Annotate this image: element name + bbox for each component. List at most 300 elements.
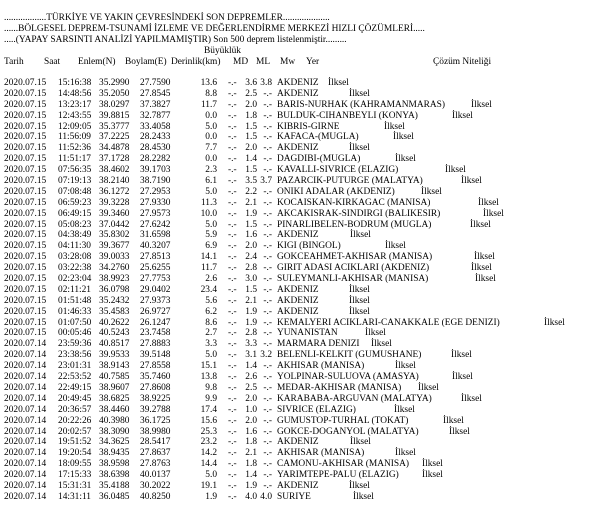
table-row xyxy=(0,372,608,383)
cell-ml: 2.0 xyxy=(245,241,257,252)
header-note-line: .....(YAPAY SARSINTI ANALİZİ YAPILMAMIŞTIR) Son 500 deprem listelenmiştir......... xyxy=(4,35,347,45)
cell-depth: 8.6 xyxy=(205,317,217,328)
cell-date: 2020.07.15 xyxy=(4,176,47,187)
table-row xyxy=(0,459,608,470)
cell-time: 02:23:04 xyxy=(58,274,92,285)
cell-date: 2020.07.15 xyxy=(4,208,47,219)
cell-lat: 35.3777 xyxy=(99,121,130,132)
cell-mw: -.- xyxy=(263,372,272,383)
cell-time: 12:43:55 xyxy=(58,110,92,121)
cell-depth: 5.6 xyxy=(205,295,217,306)
cell-place: KARABABA-ARGUVAN (MALATYA) xyxy=(277,393,432,404)
cell-depth: 19.1 xyxy=(200,480,217,491)
cell-time: 00:05:46 xyxy=(58,328,92,339)
cell-mw: -.- xyxy=(263,230,272,241)
cell-md: -.- xyxy=(228,241,237,252)
cell-date: 2020.07.15 xyxy=(4,219,47,230)
cell-ml: 1.6 xyxy=(245,426,257,437)
cell-lon: 27.6242 xyxy=(140,219,171,230)
cell-lon: 27.8883 xyxy=(140,339,171,350)
cell-lon: 27.9330 xyxy=(140,197,171,208)
cell-place: GUMUSTOP-TURHAL (TOKAT) xyxy=(277,415,409,426)
cell-time: 20:36:57 xyxy=(58,404,92,415)
cell-depth: 14.1 xyxy=(200,252,217,263)
cell-ml: 1.8 xyxy=(245,437,257,448)
cell-mw: -.- xyxy=(263,132,272,143)
cell-lat: 39.3460 xyxy=(99,208,130,219)
table-row xyxy=(0,176,608,187)
cell-ml: 1.4 xyxy=(245,361,257,372)
cell-date: 2020.07.14 xyxy=(4,415,47,426)
cell-date: 2020.07.14 xyxy=(4,480,47,491)
cell-date: 2020.07.15 xyxy=(4,165,47,176)
table-row xyxy=(0,328,608,339)
cell-lon: 28.2433 xyxy=(140,132,171,143)
cell-lon: 38.7190 xyxy=(140,176,171,187)
cell-md: -.- xyxy=(228,382,237,393)
cell-mw: -.- xyxy=(263,480,272,491)
cell-ml: 1.5 xyxy=(245,121,257,132)
cell-time: 03:28:08 xyxy=(58,252,92,263)
cell-lat: 40.8517 xyxy=(99,339,130,350)
cell-md: -.- xyxy=(228,132,237,143)
cell-mw: -.- xyxy=(263,470,272,481)
cell-lat: 38.6398 xyxy=(99,470,130,481)
cell-time: 19:20:54 xyxy=(58,448,92,459)
cell-depth: 9.8 xyxy=(205,382,217,393)
table-row xyxy=(0,470,608,481)
cell-sol: İlksel xyxy=(393,132,414,143)
cell-md: -.- xyxy=(228,88,237,99)
cell-lat: 34.3625 xyxy=(99,437,130,448)
cell-lon: 30.2022 xyxy=(140,480,171,491)
cell-depth: 13.6 xyxy=(200,78,217,88)
table-row xyxy=(0,274,608,285)
cell-sol: İlksel xyxy=(349,295,370,306)
cell-date: 2020.07.14 xyxy=(4,437,47,448)
cell-lat: 37.0442 xyxy=(99,219,130,230)
cell-depth: 10.0 xyxy=(200,208,217,219)
cell-depth: 17.4 xyxy=(200,404,217,415)
cell-time: 03:22:38 xyxy=(58,263,92,274)
cell-lat: 40.7585 xyxy=(99,372,130,383)
cell-mw: -.- xyxy=(263,404,272,415)
cell-mw: -.- xyxy=(263,317,272,328)
cell-ml: 3.6 xyxy=(245,78,257,88)
cell-mw: -.- xyxy=(263,186,272,197)
cell-depth: 6.9 xyxy=(205,241,217,252)
cell-mw: -.- xyxy=(263,241,272,252)
table-row xyxy=(0,448,608,459)
cell-time: 22:53:52 xyxy=(58,372,92,383)
cell-depth: 2.3 xyxy=(205,165,217,176)
cell-place: GIRIT ADASI ACIKLARI (AKDENIZ) xyxy=(277,263,430,274)
cell-lon: 28.2282 xyxy=(140,154,171,165)
table-row xyxy=(0,209,608,220)
cell-time: 06:59:23 xyxy=(58,197,92,208)
cell-sol: İlksel xyxy=(461,176,482,187)
cell-lat: 38.3090 xyxy=(99,426,130,437)
cell-depth: 14.2 xyxy=(200,448,217,459)
table-row xyxy=(0,307,608,318)
cell-date: 2020.07.15 xyxy=(4,230,47,241)
cell-sol: İlksel xyxy=(474,252,495,263)
cell-ml: 2.5 xyxy=(245,88,257,99)
cell-md: -.- xyxy=(228,78,237,88)
cell-sol: İlksel xyxy=(449,426,470,437)
cell-lon: 38.9980 xyxy=(140,426,171,437)
table-row xyxy=(0,383,608,394)
cell-time: 23:59:36 xyxy=(58,339,92,350)
cell-lon: 27.8637 xyxy=(140,448,171,459)
cell-mw: -.- xyxy=(263,208,272,219)
cell-date: 2020.07.14 xyxy=(4,382,47,393)
cell-ml: 2.0 xyxy=(245,415,257,426)
cell-depth: 5.0 xyxy=(205,121,217,132)
cell-depth: 0.0 xyxy=(205,154,217,165)
cell-place: MEDAR-AKHISAR (MANISA) xyxy=(277,382,402,393)
table-row xyxy=(0,394,608,405)
cell-ml: 1.5 xyxy=(245,132,257,143)
cell-lat: 38.9598 xyxy=(99,459,130,470)
cell-lat: 35.2990 xyxy=(99,78,130,88)
table-row xyxy=(0,78,608,89)
cell-date: 2020.07.15 xyxy=(4,328,47,339)
cell-mw: -.- xyxy=(263,426,272,437)
cell-depth: 7.7 xyxy=(205,143,217,154)
table-row xyxy=(0,89,608,100)
col-mw: Mw xyxy=(280,57,296,67)
cell-lat: 39.9533 xyxy=(99,350,130,361)
cell-time: 05:08:23 xyxy=(58,219,92,230)
table-row xyxy=(0,361,608,372)
cell-md: -.- xyxy=(228,480,237,491)
cell-lat: 36.0485 xyxy=(99,491,130,502)
cell-lon: 29.0402 xyxy=(140,284,171,295)
cell-sol: İlksel xyxy=(371,339,392,350)
cell-mw: -.- xyxy=(263,393,272,404)
header-agency-line: ......BÖLGESEL DEPREM-TSUNAMİ İZLEME VE DEĞERLENDİRME MERKEZİ HIZLI ÇÖZÜMLERİ..... xyxy=(4,24,425,34)
cell-lon: 31.6598 xyxy=(140,230,171,241)
cell-md: -.- xyxy=(228,295,237,306)
cell-date: 2020.07.15 xyxy=(4,121,47,132)
cell-sol: İlksel xyxy=(471,99,492,110)
cell-lon: 26.1247 xyxy=(140,317,171,328)
cell-md: -.- xyxy=(228,361,237,372)
cell-ml: 3.1 xyxy=(245,350,257,361)
table-row xyxy=(0,339,608,350)
cell-date: 2020.07.15 xyxy=(4,110,47,121)
cell-ml: 1.6 xyxy=(245,230,257,241)
cell-time: 11:51:17 xyxy=(58,154,91,165)
cell-place: PAZARCIK-PUTURGE (MALATYA) xyxy=(277,176,423,187)
table-row xyxy=(0,405,608,416)
cell-date: 2020.07.14 xyxy=(4,426,47,437)
cell-md: -.- xyxy=(228,426,237,437)
cell-sol: İlksel xyxy=(350,437,371,448)
cell-sol: İlksel xyxy=(452,372,473,383)
table-row xyxy=(0,230,608,241)
cell-place: GOKCE-DOGANYOL (MALATYA) xyxy=(277,426,419,437)
cell-time: 13:23:17 xyxy=(58,99,92,110)
cell-date: 2020.07.15 xyxy=(4,306,47,317)
cell-time: 15:31:31 xyxy=(58,480,92,491)
cell-place: SULEYMANLI-AKHISAR (MANISA) xyxy=(277,274,429,285)
cell-lon: 27.9373 xyxy=(140,295,171,306)
cell-lat: 38.6825 xyxy=(99,393,130,404)
cell-depth: 11.7 xyxy=(200,263,217,274)
cell-sol: İlksel xyxy=(395,361,416,372)
table-row xyxy=(0,187,608,198)
cell-lon: 27.8513 xyxy=(140,252,171,263)
cell-lon: 40.8250 xyxy=(140,491,171,502)
cell-md: -.- xyxy=(228,230,237,241)
cell-depth: 11.3 xyxy=(200,197,217,208)
cell-md: -.- xyxy=(228,415,237,426)
cell-md: -.- xyxy=(228,274,237,285)
cell-time: 18:09:55 xyxy=(58,459,92,470)
cell-md: -.- xyxy=(228,99,237,110)
cell-lon: 37.3827 xyxy=(140,99,171,110)
cell-md: -.- xyxy=(228,143,237,154)
cell-place: BELENLI-KELKIT (GUMUSHANE) xyxy=(277,350,422,361)
cell-time: 11:52:36 xyxy=(58,143,91,154)
cell-sol: İlksel xyxy=(353,491,374,502)
cell-time: 14:31:11 xyxy=(58,491,91,502)
cell-mw: -.- xyxy=(263,448,272,459)
cell-date: 2020.07.15 xyxy=(4,263,47,274)
cell-depth: 9.9 xyxy=(205,393,217,404)
cell-sol: İlksel xyxy=(443,415,464,426)
cell-lat: 38.9607 xyxy=(99,382,130,393)
cell-depth: 6.1 xyxy=(205,176,217,187)
cell-md: -.- xyxy=(228,491,237,502)
cell-time: 20:22:26 xyxy=(58,415,92,426)
cell-mw: -.- xyxy=(263,361,272,372)
col-ml: ML xyxy=(256,57,271,67)
cell-lon: 23.7458 xyxy=(140,328,171,339)
cell-ml: 3.5 xyxy=(245,176,257,187)
cell-sol: İlksel xyxy=(421,186,442,197)
cell-place: YARIMTEPE-PALU (ELAZIG) xyxy=(277,470,399,481)
cell-ml: 1.5 xyxy=(245,219,257,230)
cell-lon: 27.7590 xyxy=(140,78,171,88)
cell-place: GOKCEAHMET-AKHISAR (MANISA) xyxy=(277,252,433,263)
cell-mw: 3.7 xyxy=(260,176,272,187)
cell-sol: İlksel xyxy=(394,404,415,415)
cell-lat: 40.3980 xyxy=(99,415,130,426)
cell-sol: İlksel xyxy=(385,241,406,252)
cell-depth: 5.0 xyxy=(205,186,217,197)
cell-md: -.- xyxy=(228,219,237,230)
cell-place: AKHISAR (MANISA) xyxy=(277,448,365,459)
col-lon: Boylam(E) xyxy=(125,57,167,67)
cell-lat: 40.5243 xyxy=(99,328,130,339)
cell-sol: İlksel xyxy=(349,88,370,99)
cell-depth: 11.7 xyxy=(200,99,217,110)
cell-md: -.- xyxy=(228,437,237,448)
cell-lat: 38.9923 xyxy=(99,274,130,285)
cell-ml: 1.9 xyxy=(245,317,257,328)
cell-sol: İlksel xyxy=(395,154,416,165)
cell-lon: 40.0137 xyxy=(140,470,171,481)
cell-place: YOLPINAR-SULUOVA (AMASYA) xyxy=(277,372,419,383)
cell-depth: 15.1 xyxy=(200,361,217,372)
table-row xyxy=(0,350,608,361)
cell-lon: 27.8763 xyxy=(140,459,171,470)
cell-ml: 1.8 xyxy=(245,459,257,470)
cell-mw: 3.8 xyxy=(260,78,272,88)
cell-place: AKDENIZ xyxy=(277,78,319,88)
cell-sol: İlksel xyxy=(445,165,466,176)
cell-sol: İlksel xyxy=(384,121,405,132)
cell-depth: 5.9 xyxy=(205,230,217,241)
cell-mw: -.- xyxy=(263,339,272,350)
cell-sol: İlksel xyxy=(451,350,472,361)
cell-lon: 39.1703 xyxy=(140,165,171,176)
cell-date: 2020.07.15 xyxy=(4,132,47,143)
cell-md: -.- xyxy=(228,263,237,274)
cell-lon: 25.6255 xyxy=(140,263,171,274)
cell-md: -.- xyxy=(228,372,237,383)
col-depth: Derinlik(km) xyxy=(171,57,221,67)
cell-ml: 3.0 xyxy=(245,274,257,285)
cell-mw: -.- xyxy=(263,197,272,208)
cell-depth: 14.4 xyxy=(200,459,217,470)
cell-place: AKDENIZ xyxy=(277,143,319,154)
cell-place: AKDENIZ xyxy=(277,480,319,491)
cell-md: -.- xyxy=(228,317,237,328)
cell-lon: 28.5417 xyxy=(140,437,171,448)
cell-sol: İlksel xyxy=(422,470,443,481)
cell-depth: 6.2 xyxy=(205,306,217,317)
cell-place: KOCAISKAN-KIRKAGAC (MANISA) xyxy=(277,197,431,208)
cell-mw: -.- xyxy=(263,306,272,317)
cell-date: 2020.07.15 xyxy=(4,154,47,165)
cell-time: 01:07:50 xyxy=(58,317,92,328)
cell-time: 17:15:33 xyxy=(58,470,92,481)
cell-date: 2020.07.14 xyxy=(4,459,47,470)
cell-ml: 2.8 xyxy=(245,328,257,339)
table-row xyxy=(0,241,608,252)
cell-time: 01:51:48 xyxy=(58,295,92,306)
cell-place: SURIYE xyxy=(277,491,311,502)
cell-date: 2020.07.14 xyxy=(4,339,47,350)
cell-lat: 35.2050 xyxy=(99,88,130,99)
cell-date: 2020.07.15 xyxy=(4,99,47,110)
cell-ml: 2.1 xyxy=(245,197,257,208)
cell-lon: 35.7460 xyxy=(140,372,171,383)
cell-place: AKDENIZ xyxy=(277,284,319,295)
table-row xyxy=(0,252,608,263)
cell-md: -.- xyxy=(228,284,237,295)
cell-place: DAGDIBI-(MUGLA) xyxy=(277,154,361,165)
cell-lat: 38.2140 xyxy=(99,176,130,187)
cell-depth: 0.0 xyxy=(205,132,217,143)
cell-lat: 38.9143 xyxy=(99,361,130,372)
cell-date: 2020.07.15 xyxy=(4,284,47,295)
cell-time: 02:11:21 xyxy=(58,284,91,295)
cell-date: 2020.07.15 xyxy=(4,78,47,88)
cell-time: 22:49:15 xyxy=(58,382,92,393)
cell-time: 20:02:57 xyxy=(58,426,92,437)
cell-mw: -.- xyxy=(263,295,272,306)
cell-lat: 35.4583 xyxy=(99,306,130,317)
cell-mw: -.- xyxy=(263,165,272,176)
col-place: Yer xyxy=(306,57,320,67)
cell-md: -.- xyxy=(228,208,237,219)
table-row xyxy=(0,492,608,503)
cell-place: KAFACA-(MUGLA) xyxy=(277,132,359,143)
cell-ml: 1.9 xyxy=(245,480,257,491)
cell-sol: İlksel xyxy=(483,208,504,219)
table-row xyxy=(0,263,608,274)
cell-date: 2020.07.14 xyxy=(4,361,47,372)
cell-place: MARMARA DENIZI xyxy=(277,339,360,350)
cell-ml: 2.1 xyxy=(245,448,257,459)
col-time: Saat xyxy=(44,57,61,67)
cell-md: -.- xyxy=(228,448,237,459)
col-lat: Enlem(N) xyxy=(78,57,116,67)
cell-place: AKDENIZ xyxy=(277,230,319,241)
cell-mw: -.- xyxy=(263,328,272,339)
cell-ml: 1.5 xyxy=(245,284,257,295)
cell-lat: 34.4878 xyxy=(99,143,130,154)
table-row xyxy=(0,318,608,329)
cell-sol: İlksel xyxy=(350,230,371,241)
cell-time: 11:56:09 xyxy=(58,132,91,143)
cell-depth: 15.6 xyxy=(200,415,217,426)
cell-place: AKHISAR (MANISA) xyxy=(277,361,365,372)
cell-lon: 39.2788 xyxy=(140,404,171,415)
col-md: MD xyxy=(233,57,249,67)
cell-time: 23:38:56 xyxy=(58,350,92,361)
cell-place: BULDUK-CIHANBEYLI (KONYA) xyxy=(277,110,418,121)
cell-ml: 1.8 xyxy=(245,110,257,121)
cell-lat: 39.8815 xyxy=(99,110,130,121)
cell-ml: 2.8 xyxy=(245,263,257,274)
cell-depth: 5.0 xyxy=(205,350,217,361)
cell-lat: 35.8302 xyxy=(99,230,130,241)
cell-lat: 39.3228 xyxy=(99,197,130,208)
cell-sol: İlksel xyxy=(349,284,370,295)
cell-place: KIBRIS-GIRNE xyxy=(277,121,340,132)
cell-date: 2020.07.14 xyxy=(4,470,47,481)
cell-place: ONIKI ADALAR (AKDENIZ) xyxy=(277,186,395,197)
cell-lat: 37.2225 xyxy=(99,132,130,143)
cell-place: PINARLIBELEN-BODRUM (MUGLA) xyxy=(277,219,432,230)
cell-lon: 27.7753 xyxy=(140,274,171,285)
cell-mw: -.- xyxy=(263,459,272,470)
cell-md: -.- xyxy=(228,306,237,317)
cell-place: CAMONU-AKHISAR (MANISA) xyxy=(277,459,410,470)
cell-ml: 3.3 xyxy=(245,339,257,350)
cell-mw: -.- xyxy=(263,219,272,230)
cell-sol: İlksel xyxy=(395,448,416,459)
cell-ml: 2.0 xyxy=(245,143,257,154)
cell-place: YUNANISTAN xyxy=(277,328,338,339)
cell-place: AKCAKISRAK-SINDIRGI (BALIKESIR) xyxy=(277,208,441,219)
cell-mw: -.- xyxy=(263,88,272,99)
cell-ml: 2.0 xyxy=(245,393,257,404)
cell-time: 19:51:52 xyxy=(58,437,92,448)
cell-lat: 38.9435 xyxy=(99,448,130,459)
table-row xyxy=(0,285,608,296)
cell-sol: İlksel xyxy=(471,263,492,274)
cell-place: BARIS-NURHAK (KAHRAMANMARAS) xyxy=(277,99,445,110)
cell-ml: 1.9 xyxy=(245,208,257,219)
cell-mw: -.- xyxy=(263,99,272,110)
